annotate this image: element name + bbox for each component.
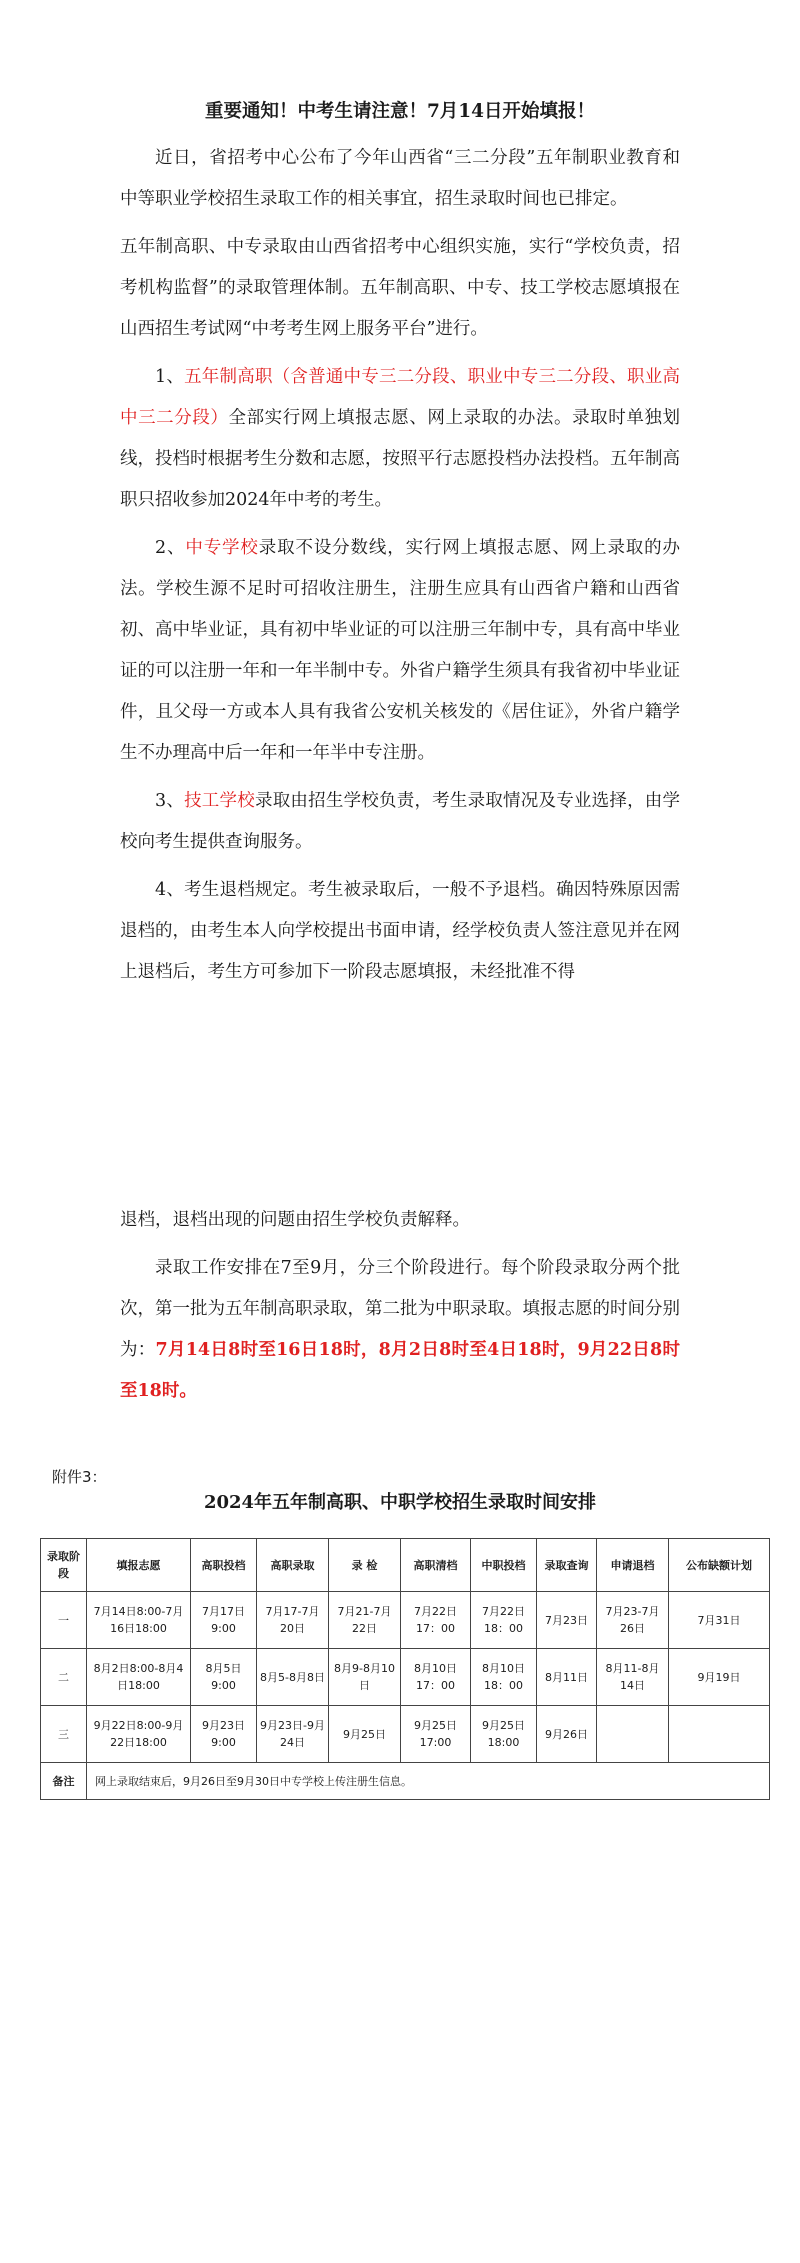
item-2-number: 2、 [155,538,186,558]
annex-label: 附件3： [52,1468,107,1486]
header-cell: 录 检 [329,1539,401,1592]
table-title: 2024年五年制高职、中职学校招生录取时间安排 [203,1492,597,1513]
table-note-row [41,1763,770,1800]
item-2-highlight: 中专学校 [185,538,259,558]
schedule-text: 录取工作安排在7至9月，分三个阶段进行。每个阶段录取分两个批次，第一批为五年制高职录取，第二批为中职录取。填报志愿的时间分别为： [120,1258,680,1360]
table-cell: 8月5-8月8日 [257,1649,329,1706]
table-cell: 7月23-7月26日 [597,1592,669,1649]
notice-title: 重要通知！中考生请注意！7月14日开始填报！ [204,101,596,122]
blank-gap [120,1000,680,1200]
table-cell: 7月22日 17：00 [401,1592,471,1649]
table-cell: 9月22日8:00-9月22日18:00 [87,1706,191,1763]
table-cell: 二 [41,1649,87,1706]
header-cell: 录取阶段 [41,1539,87,1592]
header-cell: 高职清档 [401,1539,471,1592]
table-cell: 9月19日 [669,1649,770,1706]
header-cell: 公布缺额计划 [669,1539,770,1592]
item-3-number: 3、 [155,791,185,811]
table-cell: 7月17-7月20日 [257,1592,329,1649]
table-cell: 9月26日 [537,1706,597,1763]
item-2-text: 录取不设分数线，实行网上填报志愿、网上录取的办法。学校生源不足时可招收注册生，注册生应具有山西省户籍和山西省初、高中毕业证，具有初中毕业证的可以注册三年制中专，具有高中毕业证的可以注册一年和一年半制中专。外省户籍学生须具有我省初中毕业证件，且父母一方或本人具有我省公安机关核发的《居住证》，外省户籍学生不办理高中后一年和一年半中专注册。 [120,538,681,763]
paragraph-intro: 近日，省招考中心公布了今年山西省“三二分段”五年制职业教育和中等职业学校招生录取工作的相关事宜，招生录取时间也已排定。 [120,148,680,209]
table-cell: 8月2日8:00-8月4日18:00 [87,1649,191,1706]
header-cell: 高职投档 [191,1539,257,1592]
item-1-highlight: 五年制高职（含普通中专三二分段、职业中专三二分段、职业高中三二分段） [120,367,680,428]
header-cell: 高职录取 [257,1539,329,1592]
table-cell: 9月25日 17:00 [401,1706,471,1763]
header-cell: 录取查询 [537,1539,597,1592]
paragraph-item-4-continued: 退档，退档出现的问题由招生学校负责解释。 [120,1210,470,1230]
table-cell: 9月25日 [329,1706,401,1763]
table-cell: 8月10日 17：00 [401,1649,471,1706]
table-cell [597,1706,669,1763]
table-cell: 三 [41,1706,87,1763]
table-cell: 8月11-8月14日 [597,1649,669,1706]
paragraph-item-3 [120,781,680,863]
item-3-text: 录取由招生学校负责，考生录取情况及专业选择，由学校向考生提供查询服务。 [120,791,681,852]
schedule-dates-highlight: 7月14日8时至16日18时，8月2日8时至4日18时，9月22日8时至18时。 [120,1340,680,1401]
paragraph-schedule [120,1248,680,1412]
table-cell: 8月10日 18：00 [471,1649,537,1706]
note-text: 网上录取结束后，9月26日至9月30日中专学校上传注册生信息。 [87,1763,770,1800]
header-cell: 中职投档 [471,1539,537,1592]
table-row [41,1592,770,1649]
item-1-number: 1、 [155,367,185,387]
schedule-table [40,1538,770,1800]
table-cell: 7月17日 9:00 [191,1592,257,1649]
item-3-highlight: 技工学校 [184,791,255,811]
table-cell: 一 [41,1592,87,1649]
notice-document [120,92,680,1419]
note-label: 备注 [41,1763,87,1800]
table-cell: 8月5日 9:00 [191,1649,257,1706]
table-cell: 9月25日 18:00 [471,1706,537,1763]
table-row [41,1649,770,1706]
table-row [41,1706,770,1763]
item-1-text: 全部实行网上填报志愿、网上录取的办法。录取时单独划线，投档时根据考生分数和志愿，按照平行志愿投档办法投档。五年制高职只招收参加2024年中考的考生。 [120,408,680,510]
table-header-row [41,1539,770,1592]
table-cell: 7月23日 [537,1592,597,1649]
header-cell: 申请退档 [597,1539,669,1592]
paragraph-item-2 [120,528,680,774]
paragraph-item-4: 4、考生退档规定。考生被录取后，一般不予退档。确因特殊原因需退档的，由考生本人向学校提出书面申请，经学校负责人签注意见并在网上退档后，考生方可参加下一阶段志愿填报，未经批准不得 [120,880,680,982]
table-cell: 9月23日-9月24日 [257,1706,329,1763]
table-cell: 7月14日8:00-7月16日18:00 [87,1592,191,1649]
table-cell: 7月22日 18：00 [471,1592,537,1649]
table-cell: 7月31日 [669,1592,770,1649]
paragraph-item-1 [120,357,680,521]
paragraph-admission-system: 五年制高职、中专录取由山西省招考中心组织实施，实行“学校负责，招考机构监督”的录取管理体制。五年制高职、中专、技工学校志愿填报在山西招生考试网“中考考生网上服务平台”进行。 [120,237,680,339]
table-cell: 7月21-7月22日 [329,1592,401,1649]
table-cell [669,1706,770,1763]
table-cell: 8月9-8月10日 [329,1649,401,1706]
header-cell: 填报志愿 [87,1539,191,1592]
table-cell: 9月23日 9:00 [191,1706,257,1763]
table-cell: 8月11日 [537,1649,597,1706]
